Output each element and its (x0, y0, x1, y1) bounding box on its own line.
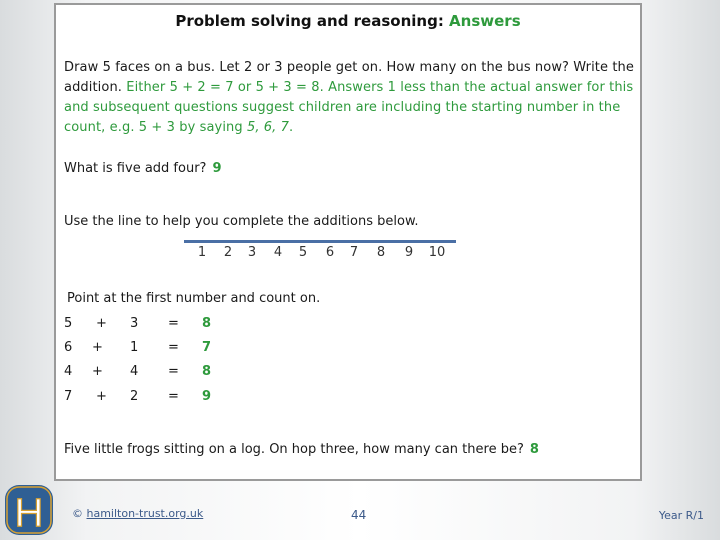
title-text: Problem solving and reasoning: (175, 12, 450, 30)
sum-result: 7 (202, 340, 212, 355)
bus-question (64, 58, 639, 138)
sum-op: + (96, 316, 107, 331)
number-line-label: 1 (197, 245, 207, 260)
number-line-label: 2 (223, 245, 233, 260)
title-answers-label: Answers (449, 12, 521, 30)
answer-value: 9 (212, 161, 222, 176)
sum-b: 1 (130, 340, 139, 355)
sum-b: 2 (130, 389, 139, 404)
sum-eq: = (168, 364, 179, 379)
logo-letter: H (14, 491, 44, 535)
frogs-question-text: Five little frogs sitting on a log. On hop three, how many can there be? (64, 442, 524, 457)
page-number: 44 (351, 508, 367, 522)
number-line-label: 7 (349, 245, 359, 260)
number-line (184, 237, 456, 261)
sum-op: + (92, 340, 103, 355)
hamilton-logo-icon (4, 484, 54, 536)
year-label: Year R/1 (658, 509, 704, 522)
sum-b: 4 (130, 364, 139, 379)
sum-a: 6 (64, 340, 73, 355)
number-line-label: 4 (273, 245, 283, 260)
sum-a: 7 (64, 389, 73, 404)
sum-op: + (92, 364, 103, 379)
number-line-bar (184, 240, 456, 243)
sum-result: 8 (202, 364, 212, 379)
number-line-label: 6 (325, 245, 335, 260)
bus-answer-text: Either 5 + 2 = 7 or 5 + 3 = 8. Answers 1 less than the actual answer for this and subsequent questions suggest children are including the starting number in the count, e.g. 5 + 3 by saying (64, 80, 634, 135)
sum-result: 9 (202, 389, 212, 404)
sum-b: 3 (130, 316, 139, 331)
sum-a: 5 (64, 316, 73, 331)
sum-op: + (96, 389, 107, 404)
number-line-label: 8 (376, 245, 386, 260)
bus-answer-end: . (289, 120, 294, 135)
copyright-symbol: © (72, 507, 83, 520)
bus-question-text: Draw 5 faces on a bus. Let 2 or 3 people get on. How many on the bus now? Write the addition. (64, 60, 634, 95)
hamilton-trust-link[interactable]: hamilton-trust.org.uk (86, 507, 204, 520)
frogs-question (64, 442, 539, 457)
sum-result: 8 (202, 316, 212, 331)
page-title (56, 12, 640, 30)
sum-eq: = (168, 340, 179, 355)
number-line-label: 3 (247, 245, 257, 260)
five-add-four-question (64, 161, 221, 176)
sum-a: 4 (64, 364, 73, 379)
number-line-label: 10 (428, 245, 446, 260)
copyright (72, 507, 203, 520)
number-line-label: 5 (298, 245, 308, 260)
number-line-instruction: Use the line to help you complete the additions below. (64, 214, 419, 229)
sum-eq: = (168, 389, 179, 404)
question-text: What is five add four? (64, 161, 207, 176)
frogs-answer: 8 (529, 442, 539, 457)
number-line-label: 9 (404, 245, 414, 260)
sum-eq: = (168, 316, 179, 331)
point-instruction: Point at the first number and count on. (67, 291, 321, 306)
slide-panel (54, 3, 642, 481)
bus-example-text: 5, 6, 7 (246, 120, 290, 135)
